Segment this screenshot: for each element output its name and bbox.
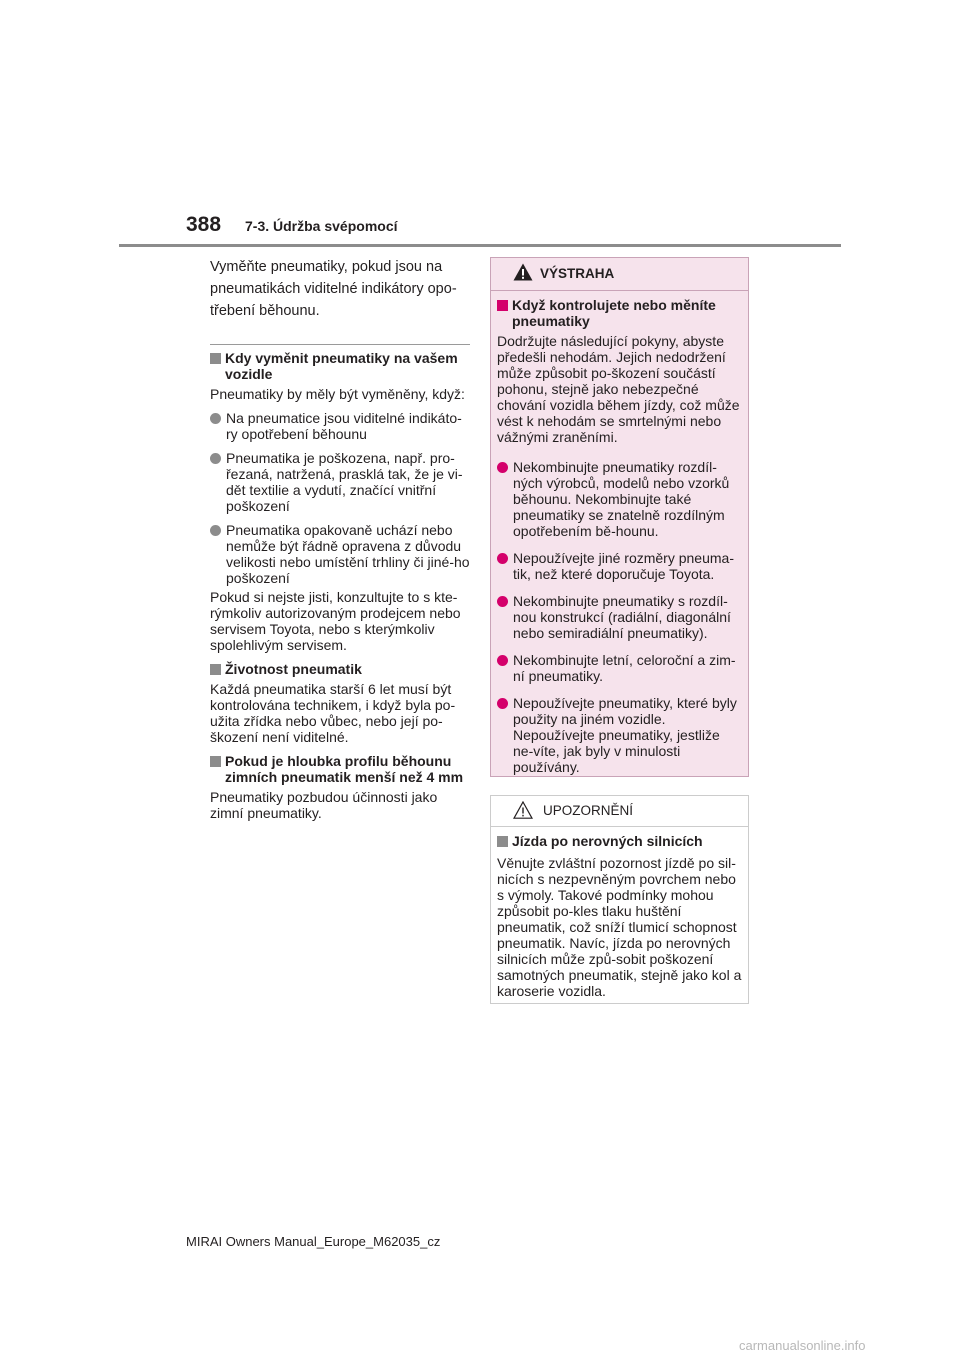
caution-title: UPOZORNĚNÍ	[543, 803, 634, 818]
list-item	[497, 459, 742, 539]
list-item	[210, 522, 470, 586]
list-item-text: Na pneumatice jsou viditelné indikáto-ry opotřebení běhounu	[226, 410, 462, 442]
subhead-text: Životnost pneumatik	[225, 661, 362, 677]
caution-header	[491, 796, 748, 827]
subhead-tire-lifetime	[210, 661, 470, 677]
winter-paragraph: Pneumatiky pozbudou účinnosti jako zimní pneumatiky.	[210, 789, 438, 821]
lifetime-paragraph: Každá pneumatika starší 6 let musí být kontrolována technikem, i když byla po-užita zřídka nebo vůbec, nebo její po-škození není viditelné.	[210, 681, 456, 745]
circle-bullet-icon	[210, 413, 221, 424]
caution-box	[490, 795, 749, 1004]
list-item	[497, 695, 742, 775]
circle-bullet-icon	[497, 462, 508, 473]
subhead-when-replace	[210, 350, 470, 382]
warning-subhead	[497, 297, 742, 329]
circle-bullet-icon	[210, 525, 221, 536]
page-number: 388	[186, 213, 222, 236]
list-item	[497, 652, 742, 684]
lead-paragraph: Pneumatiky by měly být vyměněny, když:	[210, 386, 465, 402]
square-bullet-icon	[497, 836, 508, 847]
subhead-text: Když kontrolujete nebo měníte pneumatiky	[512, 297, 716, 329]
list-item-text: Nepoužívejte jiné rozměry pneuma-tik, než které doporučuje Toyota.	[513, 550, 734, 582]
subhead-text: Kdy vyměnit pneumatiky na vašem vozidle	[225, 350, 458, 382]
warning-triangle-icon	[513, 263, 533, 281]
page-header	[0, 0, 960, 250]
warning-header	[491, 258, 748, 291]
warning-body	[491, 291, 748, 775]
warning-title: VÝSTRAHA	[540, 266, 615, 281]
list-item-text: Nekombinujte pneumatiky rozdíl-ných výrobců, modelů nebo vzorků běhounu. Nekombinujte také pneumatiky se znatelně rozdílným opotřebením bě-hounu.	[513, 459, 730, 539]
subhead-winter-depth	[210, 753, 470, 785]
circle-bullet-icon	[497, 698, 508, 709]
warning-lead: Dodržujte následující pokyny, abyste předešli nehodám. Jejich nedodržení může způsobit po-škození součástí pohonu, stejně jako nebezpečné chování vozidla během jízdy, což může vést k nehodám se smrtelnými nebo vážnými zraněními.	[497, 333, 740, 445]
circle-bullet-icon	[210, 453, 221, 464]
subhead-text: Pokud je hloubka profilu běhounu zimních pneumatik menší než 4 mm	[225, 753, 464, 785]
list-item-text: Nekombinujte letní, celoroční a zim-ní pneumatiky.	[513, 652, 736, 684]
list-item	[210, 450, 470, 514]
circle-bullet-icon	[497, 655, 508, 666]
circle-bullet-icon	[497, 596, 508, 607]
watermark-text: carmanualsonline.info	[739, 1338, 866, 1353]
list-item	[210, 410, 470, 442]
list-item-text: Pneumatika je poškozena, např. pro-řezaná, natržená, prasklá tak, že je vi-dět textilie a vydutí, značící vnitřní poškození	[226, 450, 463, 514]
subhead-text: Jízda po nerovných silnicích	[512, 833, 703, 849]
list-item-text: Nekombinujte pneumatiky s rozdíl-nou konstrukcí (radiální, diagonální nebo semiradiální pneumatiky).	[513, 593, 731, 641]
square-bullet-icon	[497, 300, 508, 311]
section-title: 7-3. Údržba svépomocí	[245, 218, 398, 234]
list-item-text: Pneumatika opakovaně uchází nebo nemůže být řádně opravena z důvodu velikosti nebo umístění trhliny či jiné-ho poškození	[226, 522, 470, 586]
square-bullet-icon	[210, 756, 221, 767]
square-bullet-icon	[210, 664, 221, 675]
section-divider	[210, 344, 470, 345]
header-rule	[119, 244, 841, 247]
caution-triangle-icon	[513, 801, 533, 819]
list-item-text: Nepoužívejte pneumatiky, které byly použity na jiném vozidle. Nepoužívejte pneumatiky, jestliže ne-víte, jak byly v minulosti používány.	[513, 695, 737, 775]
warning-box	[490, 257, 749, 777]
left-column	[210, 256, 470, 829]
caution-subhead	[497, 833, 742, 849]
caution-paragraph: Věnujte zvláštní pozornost jízdě po sil-nicích s nezpevněným povrchem nebo s výmoly. Takové podmínky mohou způsobit po-kles tlaku huštění pneumatik, což sníží tlumicí schopnost pneumatik. Navíc, jízda po nerovných silnicích může způ-sobit poškození samotných pneumatik, stejně jako kol a karoserie vozidla.	[497, 855, 742, 999]
square-bullet-icon	[210, 353, 221, 364]
list-item	[497, 550, 742, 582]
caution-body	[491, 827, 748, 999]
closing-paragraph: Pokud si nejste jisti, konzultujte to s kte-rýmkoliv autorizovaným prodejcem nebo servisem Toyota, nebo s kterýmkoliv spolehlivým servisem.	[210, 589, 461, 653]
list-item	[497, 593, 742, 641]
circle-bullet-icon	[497, 553, 508, 564]
footer-manual-id: MIRAI Owners Manual_Europe_M62035_cz	[186, 1234, 441, 1249]
intro-paragraph: Vyměňte pneumatiky, pokud jsou na pneumatikách viditelné indikátory opo-třebení běhounu.	[210, 259, 457, 319]
